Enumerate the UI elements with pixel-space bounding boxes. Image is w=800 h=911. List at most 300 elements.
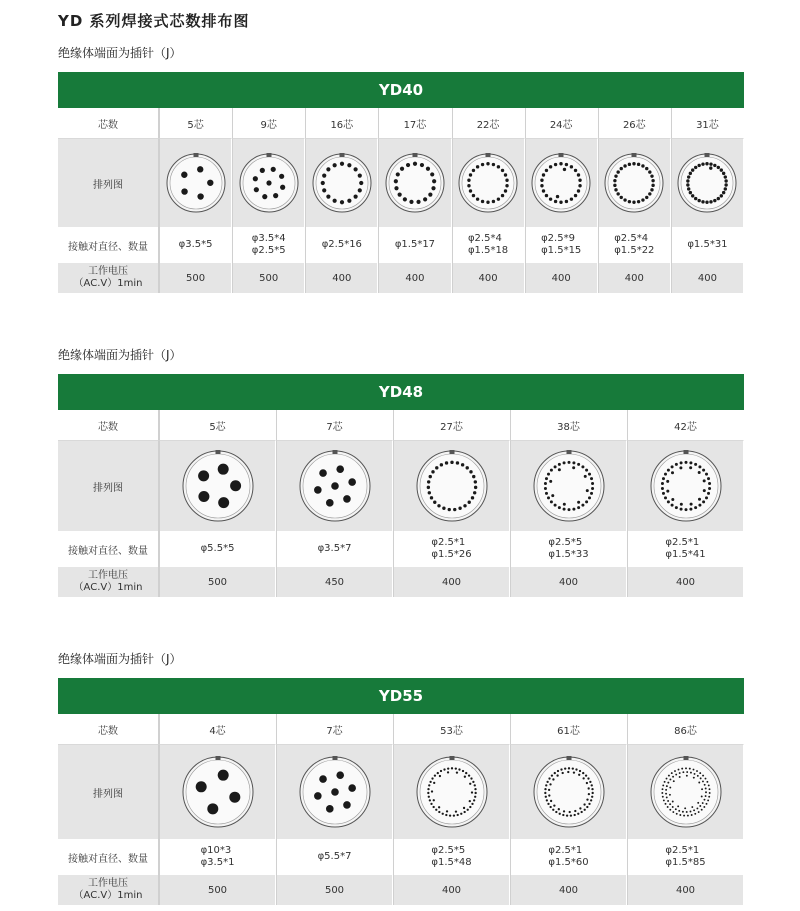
pin — [565, 814, 567, 816]
row-label-contact — [58, 531, 159, 567]
cell-diagram-2 — [393, 745, 510, 839]
pin — [667, 775, 669, 777]
pin — [486, 162, 489, 165]
voltage-value: 500 — [207, 884, 228, 896]
pin — [567, 508, 570, 511]
pin — [325, 805, 333, 813]
cell-voltage-7 — [671, 263, 744, 293]
contact-spec — [548, 845, 588, 869]
pin — [481, 163, 484, 166]
contact-spec — [318, 543, 352, 555]
pin — [420, 163, 424, 167]
row-label-text: 排列图 — [93, 482, 123, 494]
contact-spec-line: φ1.5*18 — [467, 245, 509, 256]
contact-spec — [322, 239, 362, 251]
contact-spec-line: φ1.5*22 — [614, 245, 655, 256]
pin — [698, 465, 701, 468]
pin — [589, 799, 591, 801]
pin — [577, 463, 580, 466]
pin — [359, 181, 363, 185]
pin — [544, 492, 547, 495]
pin — [450, 767, 452, 769]
pin — [665, 793, 667, 795]
voltage-value: 400 — [441, 576, 462, 588]
cell-diagram-3 — [378, 139, 451, 227]
pin — [565, 163, 568, 166]
pin — [569, 814, 571, 816]
pin — [456, 814, 458, 816]
pin — [544, 796, 546, 798]
pin — [559, 201, 562, 204]
pin — [669, 803, 671, 805]
pin — [591, 792, 593, 794]
pin — [665, 796, 667, 798]
pin — [586, 799, 588, 801]
pin — [684, 807, 686, 809]
pin — [549, 480, 552, 483]
cell-contact-1 — [276, 531, 393, 567]
pin — [661, 492, 664, 495]
pin — [572, 771, 574, 773]
pin — [708, 796, 710, 798]
pin — [579, 807, 581, 809]
pin — [428, 192, 432, 196]
contact-spec — [431, 537, 471, 561]
pin — [501, 169, 504, 172]
pin — [701, 802, 703, 804]
cell-count-2 — [305, 108, 378, 139]
pin — [665, 785, 667, 787]
pin — [556, 770, 558, 772]
cell-diagram-4 — [627, 441, 744, 531]
cell-contact-0 — [159, 227, 232, 263]
cell-count-3 — [378, 108, 451, 139]
contact-spec — [201, 845, 235, 869]
pin — [446, 771, 448, 773]
pin — [696, 807, 698, 809]
pin — [666, 500, 669, 503]
pin — [353, 167, 357, 171]
pin — [583, 475, 586, 478]
count-value: 53芯 — [440, 725, 463, 737]
connector-86-pin-icon — [649, 755, 723, 829]
contact-spec — [665, 845, 705, 869]
pin — [689, 811, 691, 813]
pin — [472, 475, 475, 478]
pin — [252, 176, 257, 181]
pin — [722, 191, 725, 194]
pin — [667, 800, 669, 802]
page-title: YD 系列焊接式芯数排布图 — [58, 12, 250, 30]
pin — [468, 800, 470, 802]
contact-spec-line: φ2.5*5 — [548, 537, 583, 548]
pin — [340, 200, 344, 204]
cell-contact-1 — [232, 227, 305, 263]
pin — [689, 508, 692, 511]
pin — [332, 199, 336, 203]
pin — [704, 795, 706, 797]
count-value: 24芯 — [549, 119, 573, 131]
pin — [472, 781, 474, 783]
pin — [442, 507, 445, 510]
pin — [679, 461, 682, 464]
pin — [708, 788, 710, 790]
pin — [666, 490, 669, 493]
pin — [469, 783, 471, 785]
pin — [675, 774, 677, 776]
pin — [427, 491, 430, 494]
pin — [672, 811, 674, 813]
pin — [319, 469, 327, 477]
pin — [707, 477, 710, 480]
pin — [463, 811, 465, 813]
pin — [427, 792, 429, 794]
pin — [685, 767, 687, 769]
cell-diagram-7 — [671, 139, 744, 227]
pin — [549, 783, 551, 785]
pin — [476, 197, 479, 200]
pin — [633, 201, 636, 204]
pin — [549, 800, 551, 802]
pin — [462, 807, 464, 809]
pin — [575, 768, 577, 770]
row-label-text: 排列图 — [93, 179, 123, 191]
pin — [554, 200, 557, 203]
cell-voltage-0 — [159, 567, 276, 597]
pin — [662, 784, 664, 786]
count-value: 61芯 — [557, 725, 580, 737]
pin — [357, 174, 361, 178]
series-section-yd55 — [58, 650, 744, 905]
pin — [470, 496, 473, 499]
pin — [504, 173, 507, 176]
pin — [501, 194, 504, 197]
pin — [675, 813, 677, 815]
pin — [689, 466, 692, 469]
pin — [476, 165, 479, 168]
pin — [432, 806, 434, 808]
pin — [693, 773, 695, 775]
connector-7-pin-icon — [298, 449, 372, 523]
pin — [702, 780, 704, 782]
pin — [181, 172, 187, 178]
pin — [628, 200, 631, 203]
connector-4-pin-icon — [181, 755, 255, 829]
pin — [280, 185, 285, 190]
pin — [678, 772, 680, 774]
pin — [452, 814, 454, 816]
connector-5-pin-icon — [181, 449, 255, 523]
pin — [710, 166, 713, 169]
pin — [674, 808, 676, 810]
connector-7-pin-icon — [298, 755, 372, 829]
pin — [406, 163, 410, 167]
pin — [661, 788, 663, 790]
pin — [472, 491, 475, 494]
pin — [590, 477, 593, 480]
pin — [665, 778, 667, 780]
pin — [689, 772, 691, 774]
pin — [678, 776, 680, 778]
pin — [403, 197, 407, 201]
pin — [543, 487, 546, 490]
pin — [707, 784, 709, 786]
pin — [556, 195, 559, 198]
cell-voltage-1 — [276, 875, 393, 905]
pin — [697, 811, 699, 813]
contact-spec-line: φ1.5*60 — [548, 857, 589, 868]
row-label-text: 芯数 — [98, 119, 118, 131]
pin — [567, 461, 570, 464]
pin — [553, 504, 556, 507]
cell-voltage-0 — [159, 875, 276, 905]
voltage-value: 500 — [186, 272, 206, 284]
pin — [549, 165, 552, 168]
contact-spec-line: φ2.5*16 — [321, 239, 362, 250]
pin — [705, 803, 707, 805]
contact-spec — [687, 239, 727, 251]
count-value: 4芯 — [209, 725, 226, 737]
cell-count-4 — [627, 714, 744, 745]
pin — [578, 774, 580, 776]
pin — [455, 461, 458, 464]
voltage-value: 400 — [405, 272, 425, 284]
section-subtitle: 绝缘体端面为插针（J） — [58, 348, 182, 362]
pin — [486, 201, 489, 204]
pin — [546, 781, 548, 783]
pin — [717, 197, 720, 200]
cell-diagram-1 — [276, 745, 393, 839]
pin — [708, 482, 711, 485]
pin — [651, 188, 654, 191]
row-label-contact — [58, 839, 159, 875]
pin — [217, 464, 228, 475]
pin — [198, 491, 209, 502]
cell-contact-0 — [159, 839, 276, 875]
pin — [460, 813, 462, 815]
pin — [540, 179, 543, 182]
pin — [431, 470, 434, 473]
pin — [465, 772, 467, 774]
cell-voltage-5 — [525, 263, 598, 293]
pin — [207, 180, 213, 186]
pin — [217, 770, 228, 781]
pin — [669, 809, 671, 811]
pin — [546, 496, 549, 499]
cell-count-3 — [510, 410, 627, 441]
pin — [445, 810, 447, 812]
pin — [542, 173, 545, 176]
pin — [620, 196, 623, 199]
pin — [332, 163, 336, 167]
cell-voltage-3 — [378, 263, 451, 293]
pin — [218, 497, 229, 508]
pin — [698, 504, 701, 507]
pin — [505, 179, 508, 182]
cell-contact-3 — [378, 227, 451, 263]
count-value: 27芯 — [440, 421, 463, 433]
row-label-count — [58, 714, 159, 745]
pin — [666, 806, 668, 808]
cell-voltage-3 — [510, 875, 627, 905]
cell-voltage-2 — [393, 567, 510, 597]
pin — [463, 776, 465, 778]
pin — [689, 191, 692, 194]
pin — [544, 792, 546, 794]
pin — [689, 503, 692, 506]
voltage-value: 400 — [551, 272, 571, 284]
voltage-value: 500 — [259, 272, 279, 284]
pin — [633, 162, 636, 165]
pin — [703, 799, 705, 801]
pin — [686, 771, 688, 773]
pin — [661, 796, 663, 798]
pin — [571, 767, 573, 769]
pin — [687, 183, 690, 186]
contact-spec-line: φ1.5*26 — [431, 549, 472, 560]
pin — [574, 169, 577, 172]
pin — [448, 814, 450, 816]
contact-spec-line: φ2.5*1 — [431, 537, 466, 548]
pin — [474, 792, 476, 794]
pin — [645, 167, 648, 170]
pin — [693, 809, 695, 811]
pin — [322, 188, 326, 192]
contact-spec-line: φ3.5*5 — [178, 239, 213, 250]
voltage-value: 500 — [207, 576, 228, 588]
pin — [705, 473, 708, 476]
pin — [469, 470, 472, 473]
connector-53-pin-icon — [415, 755, 489, 829]
pin — [460, 463, 463, 466]
pin — [472, 799, 474, 801]
pin — [572, 508, 575, 511]
pin — [700, 809, 702, 811]
pin — [458, 507, 461, 510]
pin — [542, 189, 545, 192]
pin — [694, 506, 697, 509]
pin — [497, 197, 500, 200]
pin — [443, 768, 445, 770]
count-value: 5芯 — [209, 421, 226, 433]
pin — [577, 501, 580, 504]
pin — [699, 772, 701, 774]
pin — [586, 806, 588, 808]
pin — [270, 167, 275, 172]
pin — [558, 813, 560, 815]
pin — [441, 813, 443, 815]
pin — [577, 189, 580, 192]
pin — [591, 482, 594, 485]
pin — [348, 478, 356, 486]
pin — [416, 200, 420, 204]
contact-spec — [201, 543, 235, 555]
pin — [699, 777, 701, 779]
pin — [550, 774, 552, 776]
pin — [585, 782, 587, 784]
pin — [691, 806, 693, 808]
count-value: 86芯 — [674, 725, 697, 737]
pin — [671, 801, 673, 803]
cell-count-4 — [452, 108, 525, 139]
pin — [259, 168, 264, 173]
pin — [466, 809, 468, 811]
spec-table — [58, 410, 744, 597]
cell-diagram-4 — [452, 139, 525, 227]
cell-diagram-6 — [598, 139, 671, 227]
pin — [580, 811, 582, 813]
contact-spec-line: φ5.5*7 — [317, 851, 352, 862]
pin — [689, 172, 692, 175]
pin — [702, 500, 705, 503]
pin — [439, 463, 442, 466]
pin — [492, 200, 495, 203]
cell-count-7 — [671, 108, 744, 139]
pin — [437, 504, 440, 507]
connector-61-pin-icon — [532, 755, 606, 829]
pin — [553, 465, 556, 468]
pin — [567, 771, 569, 773]
pin — [431, 777, 433, 779]
count-value: 5芯 — [187, 119, 204, 131]
row-label-text: 接触对直径、数量 — [68, 853, 148, 865]
pin — [574, 810, 576, 812]
contact-spec-line: φ5.5*5 — [200, 543, 235, 554]
contact-spec — [468, 233, 508, 257]
pin — [557, 808, 559, 810]
pin — [581, 465, 584, 468]
contact-spec-line: φ2.5*1 — [665, 537, 700, 548]
cell-voltage-1 — [232, 263, 305, 293]
contact-spec-line: φ10*3 — [200, 845, 232, 856]
pin — [590, 784, 592, 786]
pin — [624, 164, 627, 167]
pin — [561, 772, 563, 774]
pin — [651, 174, 654, 177]
cell-voltage-0 — [159, 263, 232, 293]
pin — [551, 494, 554, 497]
row-label-text: 接触对直径、数量 — [68, 545, 148, 557]
pin — [273, 193, 278, 198]
pin — [696, 770, 698, 772]
pin — [698, 164, 701, 167]
pin — [428, 799, 430, 801]
pin — [430, 172, 434, 176]
pin — [674, 506, 677, 509]
pin — [703, 806, 705, 808]
pin — [666, 469, 669, 472]
connector-9-pin-icon — [238, 152, 300, 214]
pin — [319, 775, 327, 783]
pin — [687, 179, 690, 182]
pin — [545, 194, 548, 197]
pin — [681, 768, 683, 770]
pin — [700, 795, 702, 797]
contact-spec-line: φ2.5*4 — [467, 233, 502, 244]
count-value: 38芯 — [557, 421, 580, 433]
pin — [504, 189, 507, 192]
voltage-value: 400 — [697, 272, 717, 284]
voltage-value: 400 — [624, 272, 644, 284]
pin — [577, 173, 580, 176]
pin — [652, 179, 655, 182]
pin — [698, 782, 700, 784]
pin — [343, 801, 351, 809]
pin — [467, 179, 470, 182]
contact-spec — [252, 233, 286, 257]
series-header-bar: YD40 — [58, 72, 744, 108]
pin — [572, 461, 575, 464]
